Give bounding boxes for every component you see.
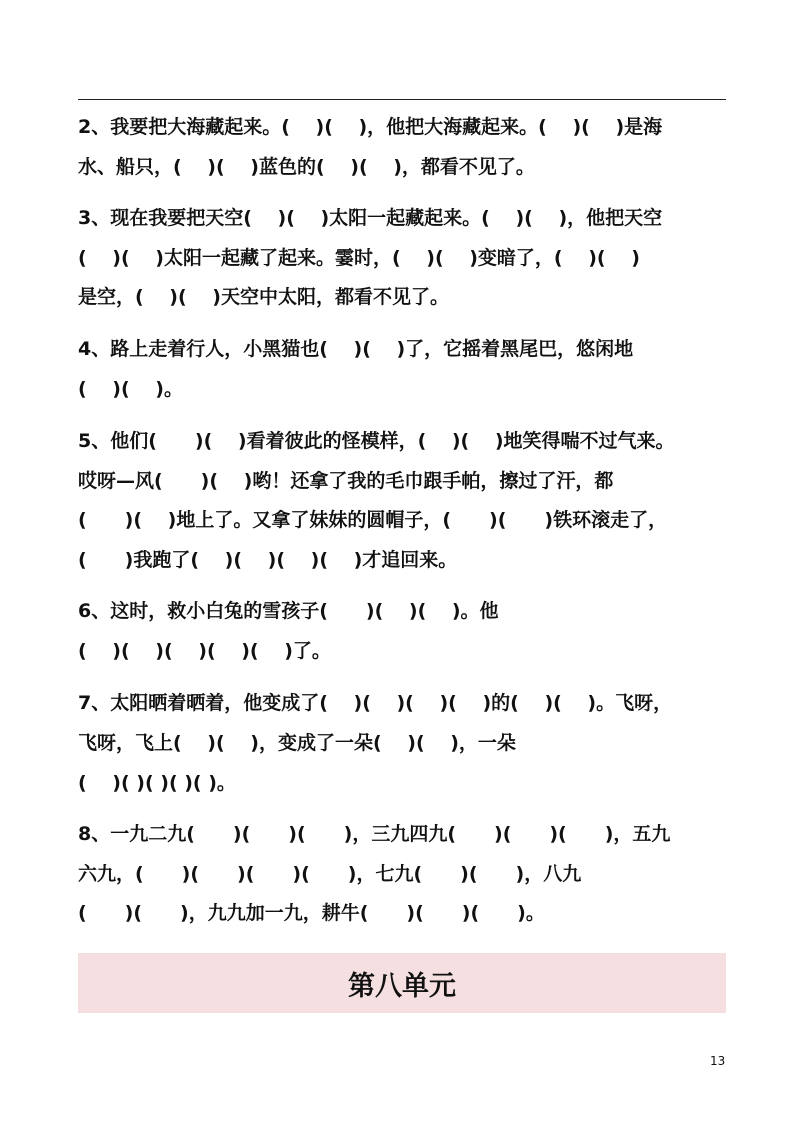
question-4-line-2: ( )( )。 bbox=[78, 378, 183, 400]
question-5-line-1: 5、他们( )( )看着彼此的怪模样，( )( )地笑得喘不过气来。 bbox=[78, 430, 675, 452]
question-2-line-1: 2、我要把大海藏起来。( )( )，他把大海藏起来。( )( )是海 bbox=[78, 116, 663, 138]
question-5-line-2: 哎呀—风( )( )哟！还拿了我的毛巾跟手帕，擦过了汗，都 bbox=[78, 470, 614, 492]
section-heading-band bbox=[78, 953, 726, 1013]
section-title: 第八单元 bbox=[348, 970, 456, 1002]
question-3-line-2: ( )( )太阳一起藏了起来。霎时，( )( )变暗了，( )( ) bbox=[78, 247, 640, 269]
question-7-line-1: 7、太阳晒着晒着，他变成了( )( )( )( )的( )( )。飞呀， bbox=[78, 692, 673, 714]
question-6-line-2: ( )( )( )( )( )了。 bbox=[78, 640, 331, 662]
question-3-line-1: 3、现在我要把天空( )( )太阳一起藏起来。( )( )，他把天空 bbox=[78, 207, 663, 229]
header-rule bbox=[78, 99, 726, 100]
question-7-line-2: 飞呀，飞上( )( )，变成了一朵( )( )，一朵 bbox=[78, 732, 516, 754]
question-5-line-4: ( )我跑了( )( )( )( )才追回来。 bbox=[78, 549, 458, 571]
question-5-line-3: ( )( )地上了。又拿了妹妹的圆帽子，( )( )铁环滚走了， bbox=[78, 509, 668, 531]
page-number: 13 bbox=[710, 1054, 726, 1068]
question-8-line-2: 六九，( )( )( )( )，七九( )( )，八九 bbox=[78, 863, 582, 885]
question-2-line-2: 水、船只，( )( )蓝色的( )( )，都看不见了。 bbox=[78, 156, 535, 178]
question-3-line-3: 是空，( )( )天空中太阳，都看不见了。 bbox=[78, 286, 449, 308]
question-7-line-3: ( )( )( )( )( )。 bbox=[78, 772, 236, 794]
question-8-line-3: ( )( )，九九加一九，耕牛( )( )( )。 bbox=[78, 902, 545, 924]
question-6-line-1: 6、这时，救小白兔的雪孩子( )( )( )。他 bbox=[78, 600, 499, 622]
question-8-line-1: 8、一九二九( )( )( )，三九四九( )( )( )，五九 bbox=[78, 823, 671, 845]
question-4-line-1: 4、路上走着行人，小黑猫也( )( )了，它摇着黑尾巴，悠闲地 bbox=[78, 338, 634, 360]
